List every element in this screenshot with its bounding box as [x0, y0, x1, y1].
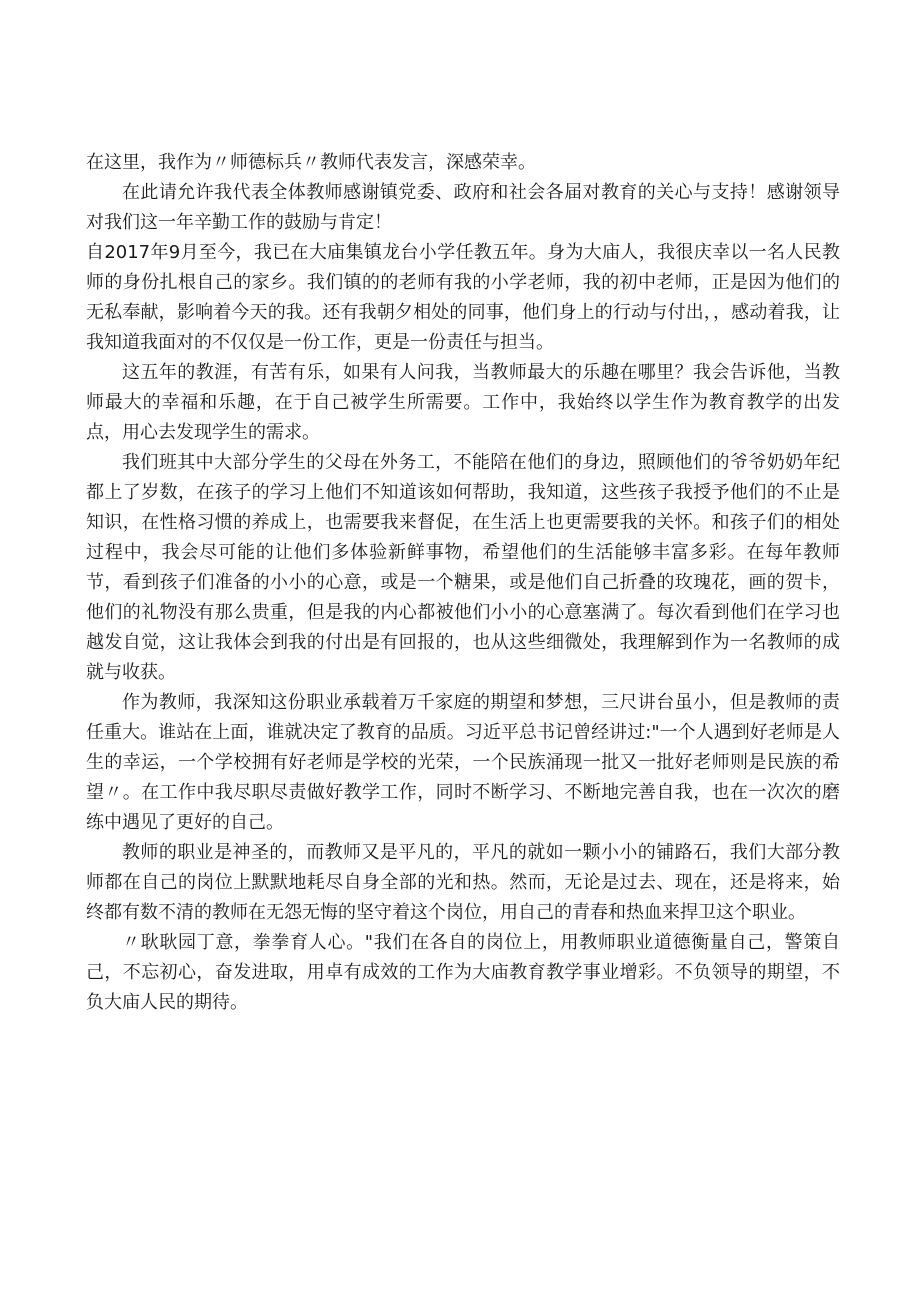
paragraph-3: 自2017年9月至今，我已在大庙集镇龙台小学任教五年。身为大庙人，我很庆幸以一名人民教师的身份扎根自己的家乡。我们镇的的老师有我的小学老师，我的初中老师，正是因为他们的无私奉献，影响着今天的我。还有我朝夕相处的同事，他们身上的行动与付出，，感动着我，让我知道我面对的不仅仅是一份工作，更是一份责任与担当。 — [86, 242, 840, 353]
paragraph-7: 教师的职业是神圣的，而教师又是平凡的，平凡的就如一颗小小的铺路石，我们大部分教师都在自己的岗位上默默地耗尽自身全部的光和热。然而，无论是过去、现在，还是将来，始终都有数不清的教师在无怨无悔的坚守着这个岗位，用自己的青春和热血来捍卫这个职业。 — [86, 842, 840, 923]
paragraph-4: 这五年的教涯，有苦有乐，如果有人问我，当教师最大的乐趣在哪里？我会告诉他，当教师最大的幸福和乐趣，在于自己被学生所需要。工作中，我始终以学生作为教育教学的出发点，用心去发现学生的需求。 — [86, 362, 840, 443]
paragraph-2: 在此请允许我代表全体教师感谢镇党委、政府和社会各届对教育的关心与支持！感谢领导对我们这一年辛勤工作的鼓励与肯定！ — [86, 182, 840, 233]
paragraph-5: 我们班其中大部分学生的父母在外务工，不能陪在他们的身边，照顾他们的爷爷奶奶年纪都上了岁数，在孩子的学习上他们不知道该如何帮助，我知道，这些孩子我授予他们的不止是知识，在性格习惯的养成上，也需要我来督促，在生活上也更需要我的关怀。和孩子们的相处过程中，我会尽可能的让他们多体验新鲜事物，希望他们的生活能够丰富多彩。在每年教师节，看到孩子们准备的小小的心意，或是一个糖果，或是他们自己折叠的玫瑰花，画的贺卡，他们的礼物没有那么贵重，但是我的内心都被他们小小的心意塞满了。每次看到他们在学习也越发自觉，这让我体会到我的付出是有回报的，也从这些细微处，我理解到作为一名教师的成就与收获。 — [86, 452, 840, 683]
document-body — [86, 148, 840, 1018]
paragraph-6: 作为教师，我深知这份职业承载着万千家庭的期望和梦想，三尺讲台虽小，但是教师的责任重大。谁站在上面，谁就决定了教育的品质。习近平总书记曾经讲过:"一个人遇到好老师是人生的幸运，一个学校拥有好老师是学校的光荣，一个民族涌现一批又一批好老师则是民族的希望〃。在工作中我尽职尽责做好教学工作，同时不断学习、不断地完善自我，也在一次次的磨练中遇见了更好的自己。 — [86, 692, 840, 833]
paragraph-1: 在这里，我作为〃师德标兵〃教师代表发言，深感荣幸。 — [86, 152, 536, 173]
paragraph-8: 〃耿耿园丁意，拳拳育人心。"我们在各自的岗位上，用教师职业道德衡量自己，警策自己，不忘初心，奋发进取，用卓有成效的工作为大庙教育教学事业增彩。不负领导的期望，不负大庙人民的期待。 — [86, 932, 840, 1013]
